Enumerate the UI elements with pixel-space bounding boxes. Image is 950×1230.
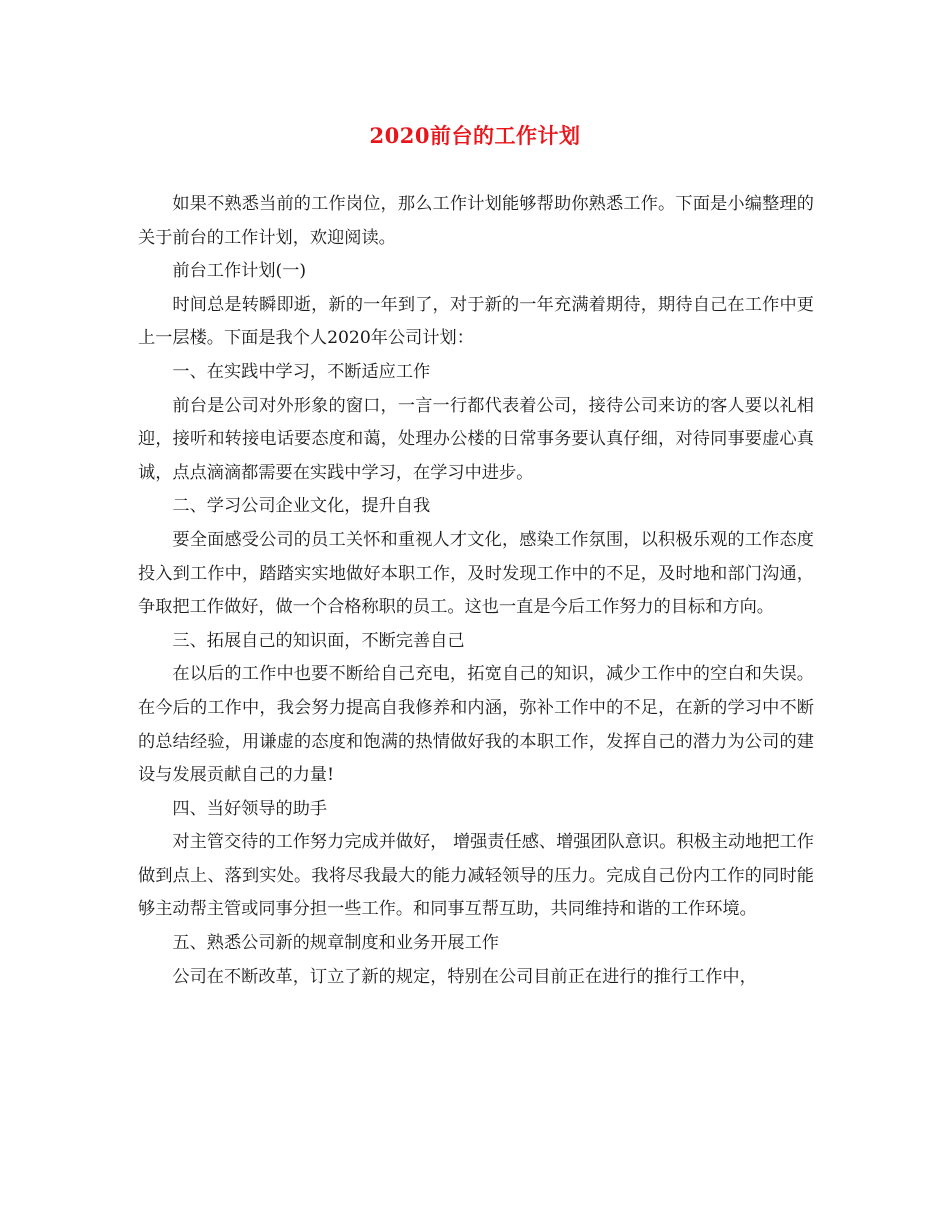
paragraph: 对主管交待的工作努力完成并做好， 增强责任感、增强团队意识。积极主动地把工作做到点上、落到实处。我将尽我最大的能力减轻领导的压力。完成自己份内工作的同时能够主动帮主管或同事分担一些工作。和同事互帮互助，共同维持和谐的工作环境。 xyxy=(138,832,814,920)
paragraph: 要全面感受公司的员工关怀和重视人才文化，感染工作氛围，以积极乐观的工作态度投入到工作中，踏踏实实地做好本职工作，及时发现工作中的不足，及时地和部门沟通，争取把工作做好，做一个合格称职的员工。这也一直是今后工作努力的目标和方向。 xyxy=(138,529,814,618)
paragraph: 在以后的工作中也要不断给自己充电，拓宽自己的知识，减少工作中的空白和失误。在今后的工作中，我会努力提高自我修养和内涵，弥补工作中的不足，在新的学习中不断的总结经验，用谦虚的态度和饱满的热情做好我的本职工作，发挥自己的潜力为公司的建设与发展贡献自己的力量! xyxy=(138,664,814,786)
section-heading-5: 五、熟悉公司新的规章制度和业务开展工作 xyxy=(172,933,499,954)
paragraph: 时间总是转瞬即逝，新的一年到了，对于新的一年充满着期待，期待自己在工作中更上一层楼。下面是我个人2020年公司计划： xyxy=(138,294,814,349)
document-title: 2020前台的工作计划 xyxy=(369,123,581,148)
paragraph-intro: 如果不熟悉当前的工作岗位，那么工作计划能够帮助你熟悉工作。下面是小编整理的关于前台的工作计划，欢迎阅读。 xyxy=(138,194,814,248)
paragraph: 前台是公司对外形象的窗口，一言一行都代表着公司，接待公司来访的客人要以礼相迎，接听和转接电话要态度和蔼，处理办公楼的日常事务要认真仔细，对待同事要虚心真诚，点点滴滴都需要在实践中学习，在学习中进步。 xyxy=(138,395,814,483)
section-heading-4: 四、当好领导的助手 xyxy=(172,798,328,819)
paragraph: 公司在不断改革，订立了新的规定，特别在公司目前正在进行的推行工作中， xyxy=(172,966,757,987)
section-heading-1: 一、在实践中学习，不断适应工作 xyxy=(172,361,431,382)
section-heading-plan-one: 前台工作计划(一) xyxy=(172,261,307,282)
document-body xyxy=(138,188,814,994)
section-heading-2: 二、学习公司企业文化，提升自我 xyxy=(172,496,431,517)
section-heading-3: 三、拓展自己的知识面，不断完善自己 xyxy=(172,630,465,651)
